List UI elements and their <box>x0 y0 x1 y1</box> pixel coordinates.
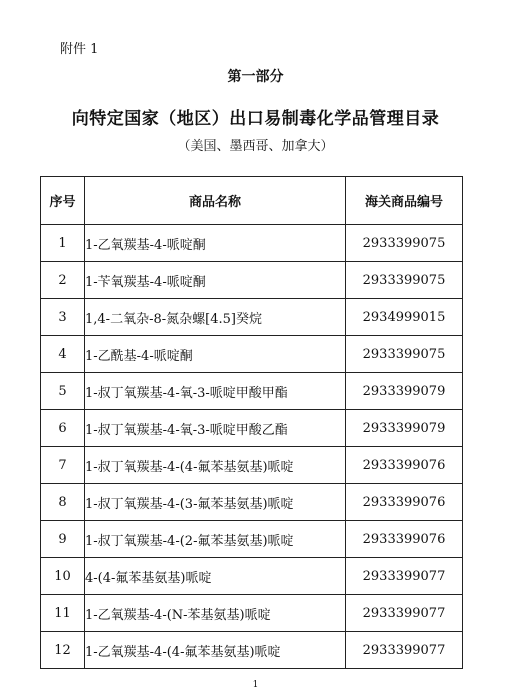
page-number: 1 <box>252 680 259 690</box>
table-row <box>41 336 463 373</box>
row-number: 3 <box>41 299 85 336</box>
row-number: 9 <box>41 521 85 558</box>
product-name: 1-叔丁氧羰基-4-氧-3-哌啶甲酸乙酯 <box>85 410 346 447</box>
row-number: 6 <box>41 410 85 447</box>
table-row <box>41 521 463 558</box>
product-name: 1-叔丁氧羰基-4-(3-氟苯基氨基)哌啶 <box>85 484 346 521</box>
part-heading: 第一部分 <box>227 69 284 85</box>
row-number: 4 <box>41 336 85 373</box>
column-header-number: 序号 <box>41 177 85 225</box>
row-number: 5 <box>41 373 85 410</box>
column-header-name: 商品名称 <box>85 177 346 225</box>
row-number: 2 <box>41 262 85 299</box>
row-number: 11 <box>41 595 85 632</box>
table-row <box>41 447 463 484</box>
column-header-code: 海关商品编号 <box>346 177 463 225</box>
table-header-row <box>41 177 463 225</box>
product-name: 1,4-二氧杂-8-氮杂螺[4.5]癸烷 <box>85 299 346 336</box>
row-number: 8 <box>41 484 85 521</box>
customs-code: 2933399075 <box>346 262 463 299</box>
document-subtitle: （美国、墨西哥、加拿大） <box>177 139 334 154</box>
customs-code: 2933399077 <box>346 632 463 669</box>
customs-code: 2933399076 <box>346 484 463 521</box>
table-row <box>41 299 463 336</box>
customs-code: 2933399077 <box>346 595 463 632</box>
document-title: 向特定国家（地区）出口易制毒化学品管理目录 <box>71 109 440 129</box>
table-row <box>41 262 463 299</box>
row-number: 12 <box>41 632 85 669</box>
table-row <box>41 373 463 410</box>
chemical-catalog-table <box>40 176 463 669</box>
product-name: 1-乙氧羰基-4-哌啶酮 <box>85 225 346 262</box>
product-name: 1-乙氧羰基-4-(4-氟苯基氨基)哌啶 <box>85 632 346 669</box>
customs-code: 2934999015 <box>346 299 463 336</box>
product-name: 1-乙酰基-4-哌啶酮 <box>85 336 346 373</box>
table-row <box>41 484 463 521</box>
product-name: 1-叔丁氧羰基-4-氧-3-哌啶甲酸甲酯 <box>85 373 346 410</box>
customs-code: 2933399079 <box>346 373 463 410</box>
table-row <box>41 225 463 262</box>
customs-code: 2933399075 <box>346 225 463 262</box>
row-number: 10 <box>41 558 85 595</box>
product-name: 1-苄氧羰基-4-哌啶酮 <box>85 262 346 299</box>
customs-code: 2933399076 <box>346 447 463 484</box>
row-number: 7 <box>41 447 85 484</box>
attachment-label: 附件 1 <box>60 42 99 57</box>
product-name: 4-(4-氟苯基氨基)哌啶 <box>85 558 346 595</box>
row-number: 1 <box>41 225 85 262</box>
customs-code: 2933399076 <box>346 521 463 558</box>
table-row <box>41 558 463 595</box>
table-row <box>41 595 463 632</box>
product-name: 1-乙氧羰基-4-(N-苯基氨基)哌啶 <box>85 595 346 632</box>
customs-code: 2933399079 <box>346 410 463 447</box>
customs-code: 2933399077 <box>346 558 463 595</box>
table-row <box>41 632 463 669</box>
customs-code: 2933399075 <box>346 336 463 373</box>
product-name: 1-叔丁氧羰基-4-(2-氟苯基氨基)哌啶 <box>85 521 346 558</box>
table-row <box>41 410 463 447</box>
product-name: 1-叔丁氧羰基-4-(4-氟苯基氨基)哌啶 <box>85 447 346 484</box>
